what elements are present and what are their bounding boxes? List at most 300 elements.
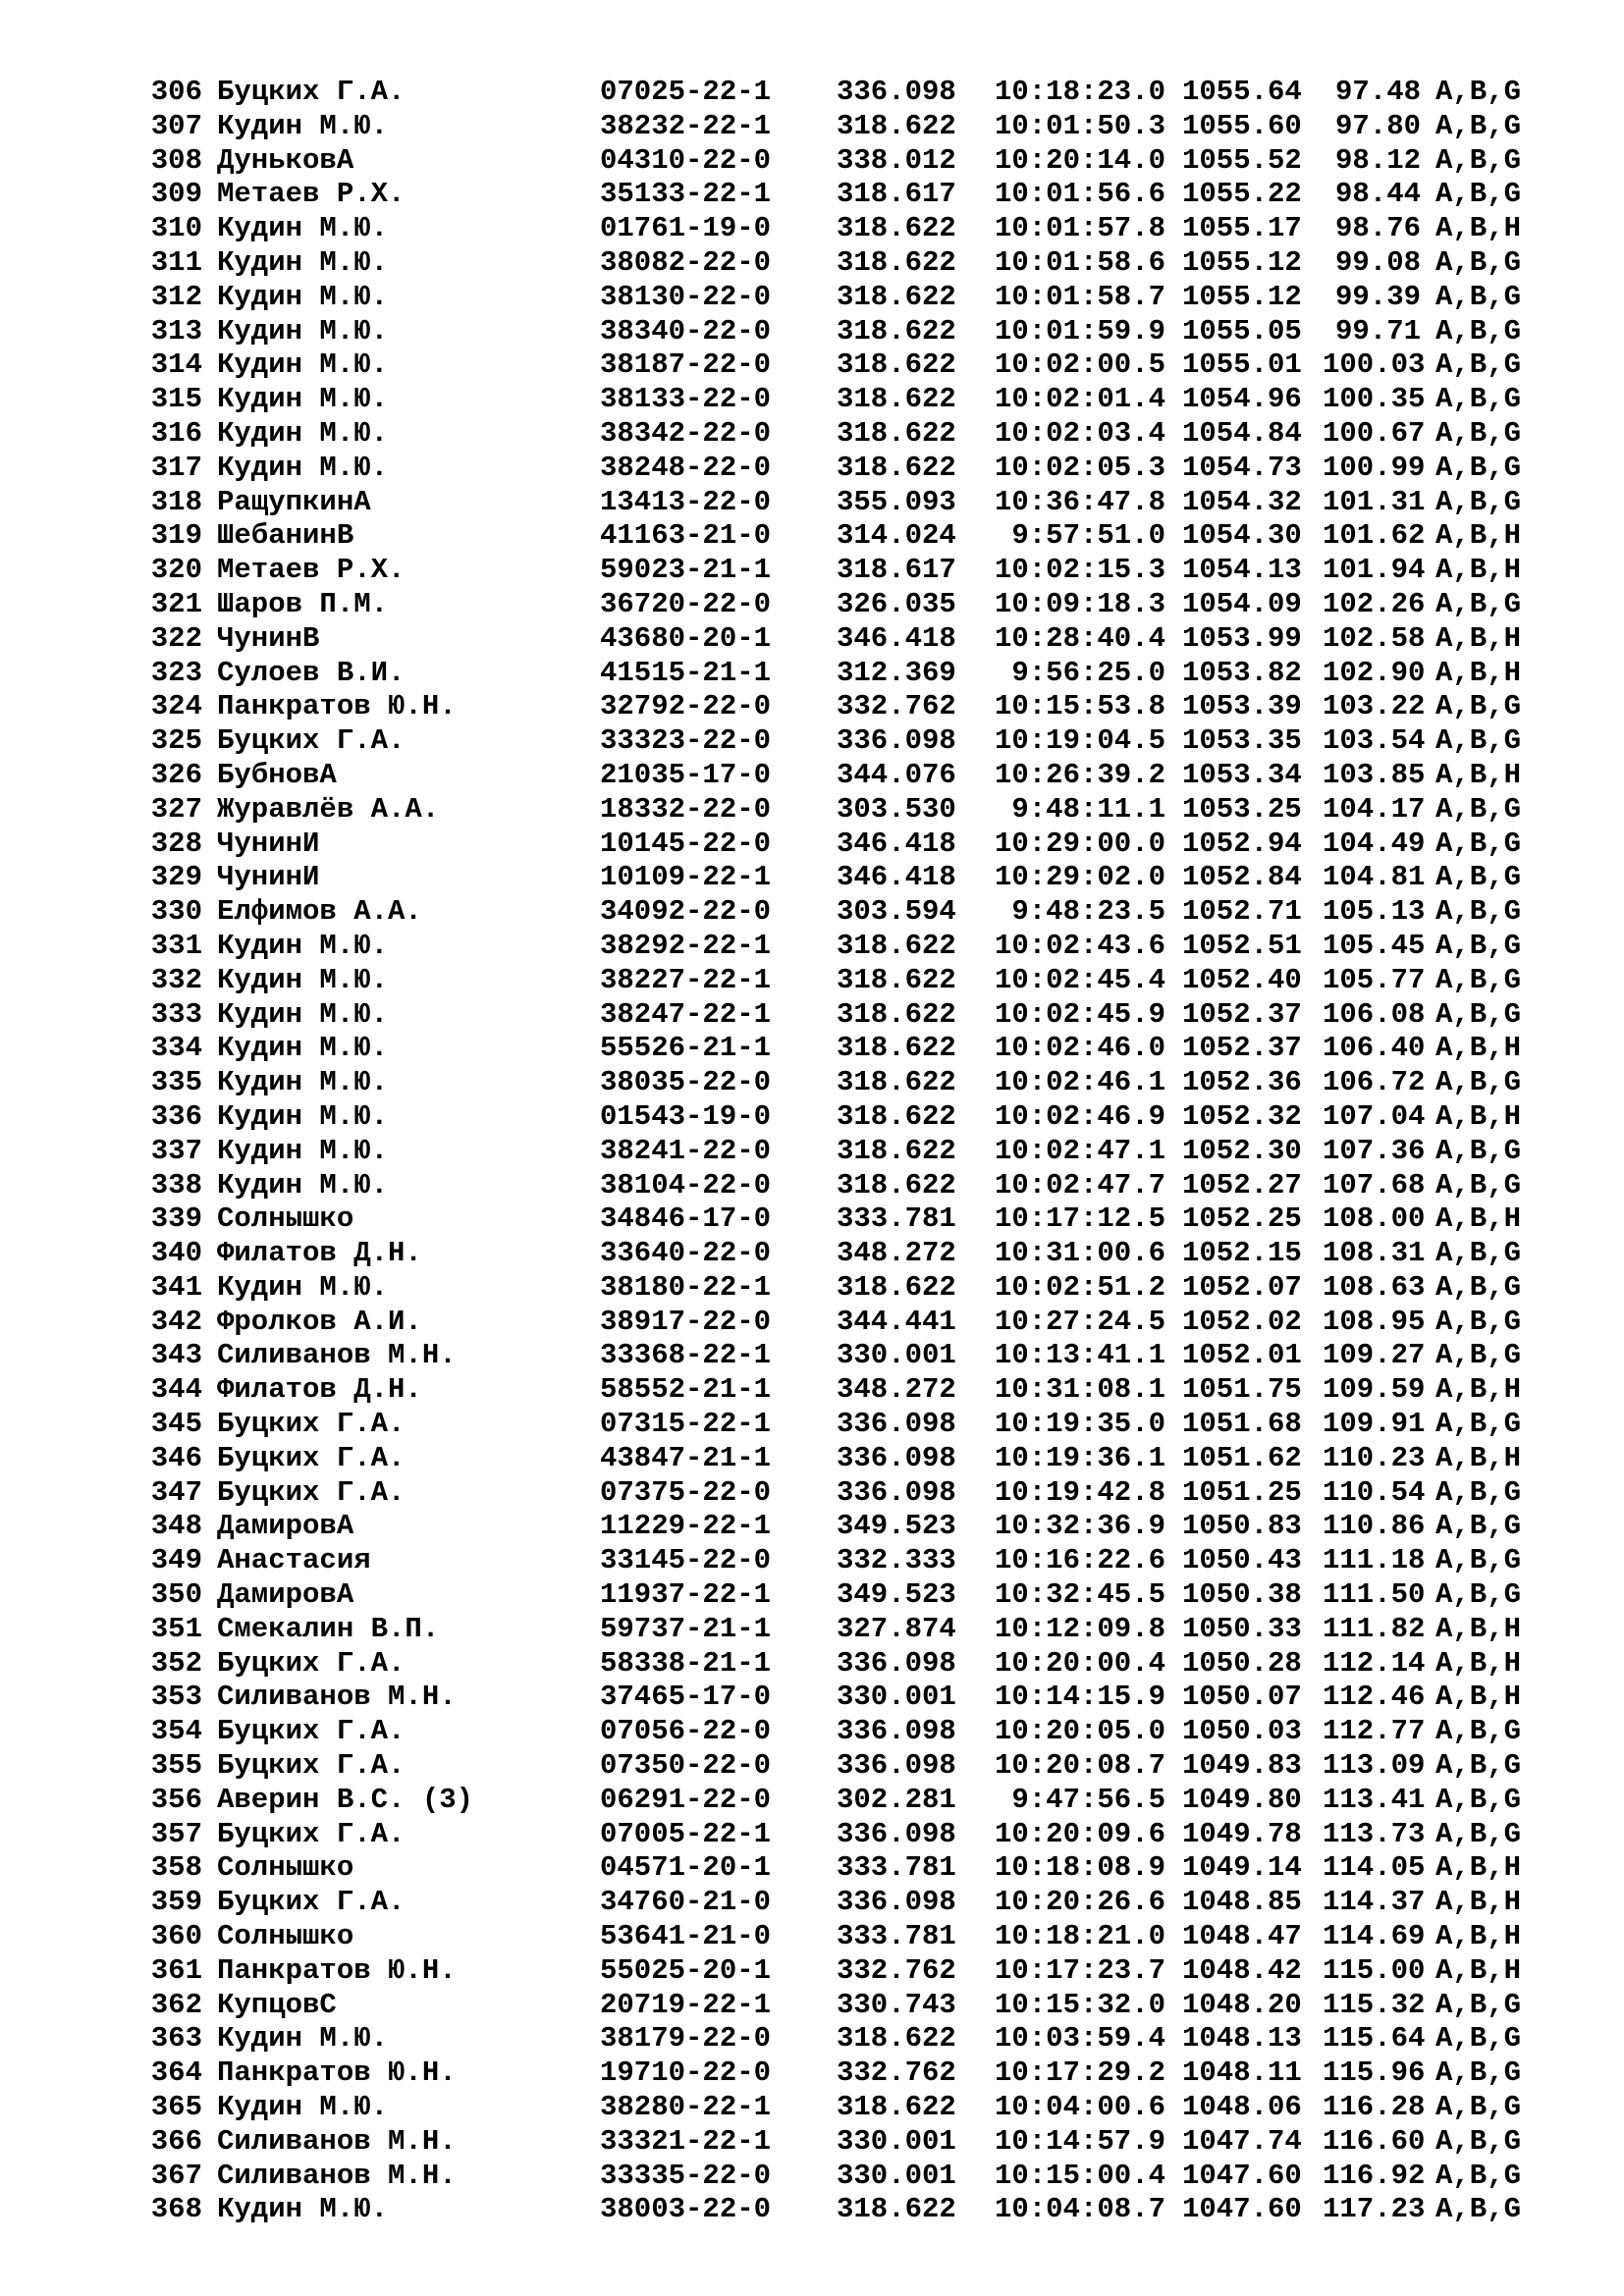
fancier-name: Кудин М.Ю. <box>217 383 389 416</box>
place-number: 332 <box>150 963 202 996</box>
fancier-name: Кудин М.Ю. <box>217 1066 389 1099</box>
ring-number: 33321-22-1 <box>600 2124 772 2158</box>
class-codes: A,B,G <box>1435 2159 1522 2192</box>
distance-value: 318.622 <box>837 1032 956 1065</box>
ring-number: 07350-22-0 <box>600 1749 772 1783</box>
points-value: 101.62 <box>1323 519 1426 553</box>
table-row <box>0 1100 1624 1135</box>
fancier-name: Смекалин В.П. <box>217 1612 440 1645</box>
ring-number: 55526-21-1 <box>600 1032 772 1065</box>
class-codes: A,B,G <box>1435 997 1522 1031</box>
class-codes: A,B,G <box>1435 827 1522 860</box>
place-number: 308 <box>150 143 202 177</box>
place-number: 354 <box>150 1715 202 1748</box>
fancier-name: БубновА <box>217 758 337 791</box>
place-number: 338 <box>150 1168 202 1201</box>
speed-value: 1051.62 <box>1182 1441 1302 1474</box>
place-number: 358 <box>150 1851 202 1885</box>
ring-number: 38035-22-0 <box>600 1066 772 1099</box>
class-codes: A,B,G <box>1435 314 1522 347</box>
ring-number: 13413-22-0 <box>600 485 772 518</box>
class-codes: A,B,H <box>1435 1373 1522 1407</box>
points-value: 108.63 <box>1323 1270 1426 1304</box>
distance-value: 333.781 <box>837 1851 956 1885</box>
table-row <box>0 2022 1624 2056</box>
arrival-time: 10:14:57.9 <box>994 2124 1165 2158</box>
place-number: 344 <box>150 1373 202 1407</box>
table-row <box>0 1578 1624 1613</box>
fancier-name: Кудин М.Ю. <box>217 1134 389 1167</box>
fancier-name: Буцких Г.А. <box>217 1749 406 1783</box>
speed-value: 1051.25 <box>1182 1475 1302 1509</box>
arrival-time: 10:13:41.1 <box>994 1339 1165 1372</box>
class-codes: A,B,H <box>1435 212 1522 245</box>
ring-number: 04310-22-0 <box>600 143 772 177</box>
distance-value: 336.098 <box>837 76 956 108</box>
place-number: 347 <box>150 1475 202 1509</box>
ring-number: 38292-22-1 <box>600 929 772 962</box>
table-row <box>0 1135 1624 1169</box>
place-number: 317 <box>150 451 202 484</box>
fancier-name: Кудин М.Ю. <box>217 109 389 142</box>
place-number: 348 <box>150 1510 202 1543</box>
arrival-time: 10:02:46.1 <box>994 1066 1165 1099</box>
ring-number: 58552-21-1 <box>600 1373 772 1407</box>
class-codes: A,B,G <box>1435 1066 1522 1099</box>
points-value: 106.40 <box>1323 1032 1426 1065</box>
distance-value: 318.622 <box>837 280 956 313</box>
table-row <box>0 1818 1624 1852</box>
place-number: 357 <box>150 1817 202 1850</box>
points-value: 98.76 <box>1334 212 1421 245</box>
place-number: 337 <box>150 1134 202 1167</box>
points-value: 111.82 <box>1323 1612 1426 1645</box>
arrival-time: 10:03:59.4 <box>994 2022 1165 2056</box>
place-number: 342 <box>150 1305 202 1338</box>
ring-number: 07025-22-1 <box>600 76 772 108</box>
speed-value: 1052.37 <box>1182 997 1302 1031</box>
arrival-time: 10:20:14.0 <box>994 143 1165 177</box>
distance-value: 344.076 <box>837 758 956 791</box>
distance-value: 330.743 <box>837 1988 956 2021</box>
points-value: 102.58 <box>1323 621 1426 655</box>
points-value: 110.54 <box>1323 1475 1426 1509</box>
place-number: 336 <box>150 1099 202 1133</box>
points-value: 114.05 <box>1323 1851 1426 1885</box>
table-row <box>0 212 1624 246</box>
points-value: 106.72 <box>1323 1066 1426 1099</box>
distance-value: 348.272 <box>837 1373 956 1407</box>
ring-number: 41515-21-1 <box>600 656 772 689</box>
arrival-time: 10:20:05.0 <box>994 1715 1165 1748</box>
class-codes: A,B,G <box>1435 1237 1522 1270</box>
class-codes: A,B,G <box>1435 1168 1522 1201</box>
distance-value: 330.001 <box>837 1339 956 1372</box>
class-codes: A,B,G <box>1435 76 1522 108</box>
fancier-name: ЧунинИ <box>217 861 320 894</box>
points-value: 109.27 <box>1323 1339 1426 1372</box>
distance-value: 332.762 <box>837 1953 956 1987</box>
class-codes: A,B,G <box>1435 2124 1522 2158</box>
distance-value: 327.874 <box>837 1612 956 1645</box>
distance-value: 336.098 <box>837 724 956 758</box>
place-number: 363 <box>150 2022 202 2056</box>
table-row <box>0 930 1624 964</box>
class-codes: A,B,G <box>1435 1817 1522 1850</box>
ring-number: 59023-21-1 <box>600 554 772 587</box>
class-codes: A,B,G <box>1435 1339 1522 1372</box>
fancier-name: Буцких Г.А. <box>217 1886 406 1919</box>
place-number: 325 <box>150 724 202 758</box>
table-row <box>0 1886 1624 1920</box>
ring-number: 58338-21-1 <box>600 1646 772 1680</box>
table-row <box>0 1476 1624 1511</box>
table-row <box>0 1989 1624 2023</box>
place-number: 356 <box>150 1783 202 1816</box>
fancier-name: Кудин М.Ю. <box>217 1099 389 1133</box>
class-codes: A,B,G <box>1435 1134 1522 1167</box>
arrival-time: 10:26:39.2 <box>994 758 1165 791</box>
points-value: 115.00 <box>1323 1953 1426 1987</box>
points-value: 108.95 <box>1323 1305 1426 1338</box>
arrival-time: 10:02:47.1 <box>994 1134 1165 1167</box>
speed-value: 1055.05 <box>1182 314 1302 347</box>
class-codes: A,B,H <box>1435 1032 1522 1065</box>
class-codes: A,B,G <box>1435 416 1522 450</box>
class-codes: A,B,G <box>1435 963 1522 996</box>
class-codes: A,B,G <box>1435 485 1522 518</box>
class-codes: A,B,G <box>1435 1408 1522 1441</box>
speed-value: 1053.35 <box>1182 724 1302 758</box>
arrival-time: 10:29:02.0 <box>994 861 1165 894</box>
table-row <box>0 1306 1624 1340</box>
fancier-name: Елфимов А.А. <box>217 895 422 929</box>
place-number: 307 <box>150 109 202 142</box>
fancier-name: Кудин М.Ю. <box>217 280 389 313</box>
ring-number: 10109-22-1 <box>600 861 772 894</box>
points-value: 113.73 <box>1323 1817 1426 1850</box>
table-row <box>0 1066 1624 1100</box>
ring-number: 38003-22-0 <box>600 2193 772 2226</box>
speed-value: 1055.17 <box>1182 212 1302 245</box>
table-row <box>0 1851 1624 1886</box>
speed-value: 1054.30 <box>1182 519 1302 553</box>
speed-value: 1052.02 <box>1182 1305 1302 1338</box>
points-value: 102.90 <box>1323 656 1426 689</box>
distance-value: 318.622 <box>837 1134 956 1167</box>
table-row <box>0 1237 1624 1271</box>
table-row <box>0 2091 1624 2125</box>
speed-value: 1055.12 <box>1182 245 1302 279</box>
place-number: 367 <box>150 2159 202 2192</box>
place-number: 360 <box>150 1920 202 1953</box>
table-row <box>0 2193 1624 2227</box>
ring-number: 38248-22-0 <box>600 451 772 484</box>
points-value: 105.13 <box>1323 895 1426 929</box>
fancier-name: Солнышко <box>217 1920 354 1953</box>
arrival-time: 10:27:24.5 <box>994 1305 1165 1338</box>
ring-number: 41163-21-0 <box>600 519 772 553</box>
distance-value: 318.622 <box>837 314 956 347</box>
distance-value: 346.418 <box>837 827 956 860</box>
table-row <box>0 1749 1624 1784</box>
ring-number: 33640-22-0 <box>600 1237 772 1270</box>
speed-value: 1053.82 <box>1182 656 1302 689</box>
class-codes: A,B,G <box>1435 1510 1522 1543</box>
arrival-time: 10:02:45.9 <box>994 997 1165 1031</box>
arrival-time: 10:17:12.5 <box>994 1202 1165 1236</box>
distance-value: 302.281 <box>837 1783 956 1816</box>
class-codes: A,B,G <box>1435 2022 1522 2056</box>
points-value: 116.28 <box>1323 2091 1426 2124</box>
speed-value: 1053.99 <box>1182 621 1302 655</box>
points-value: 104.17 <box>1323 792 1426 826</box>
points-value: 102.26 <box>1323 587 1426 620</box>
arrival-time: 10:02:45.4 <box>994 963 1165 996</box>
ring-number: 38187-22-0 <box>600 348 772 382</box>
speed-value: 1048.42 <box>1182 1953 1302 1987</box>
place-number: 350 <box>150 1578 202 1612</box>
points-value: 104.49 <box>1323 827 1426 860</box>
place-number: 321 <box>150 587 202 620</box>
arrival-time: 10:09:18.3 <box>994 587 1165 620</box>
distance-value: 318.622 <box>837 109 956 142</box>
table-row <box>0 1920 1624 1954</box>
table-row <box>0 690 1624 724</box>
fancier-name: Метаев Р.Х. <box>217 178 406 211</box>
points-value: 108.00 <box>1323 1202 1426 1236</box>
table-row <box>0 793 1624 828</box>
fancier-name: ДамировА <box>217 1578 354 1612</box>
fancier-name: Панкратов Ю.Н. <box>217 2056 457 2090</box>
arrival-time: 10:15:00.4 <box>994 2159 1165 2192</box>
distance-value: 318.617 <box>837 554 956 587</box>
fancier-name: ЧунинВ <box>217 621 320 655</box>
place-number: 331 <box>150 929 202 962</box>
arrival-time: 10:02:51.2 <box>994 1270 1165 1304</box>
fancier-name: Кудин М.Ю. <box>217 2193 389 2226</box>
arrival-time: 10:01:59.9 <box>994 314 1165 347</box>
fancier-name: Кудин М.Ю. <box>217 348 389 382</box>
place-number: 318 <box>150 485 202 518</box>
speed-value: 1052.27 <box>1182 1168 1302 1201</box>
ring-number: 59737-21-1 <box>600 1612 772 1645</box>
fancier-name: Панкратов Ю.Н. <box>217 1953 457 1987</box>
arrival-time: 10:19:04.5 <box>994 724 1165 758</box>
distance-value: 318.622 <box>837 383 956 416</box>
class-codes: A,B,G <box>1435 587 1522 620</box>
distance-value: 318.617 <box>837 178 956 211</box>
class-codes: A,B,G <box>1435 1475 1522 1509</box>
points-value: 97.80 <box>1334 109 1421 142</box>
place-number: 310 <box>150 212 202 245</box>
speed-value: 1054.32 <box>1182 485 1302 518</box>
arrival-time: 10:19:42.8 <box>994 1475 1165 1509</box>
distance-value: 318.622 <box>837 2193 956 2226</box>
class-codes: A,B,G <box>1435 1270 1522 1304</box>
table-row <box>0 1510 1624 1544</box>
speed-value: 1052.37 <box>1182 1032 1302 1065</box>
table-row <box>0 588 1624 622</box>
ring-number: 38247-22-1 <box>600 997 772 1031</box>
arrival-time: 10:18:23.0 <box>994 76 1165 108</box>
class-codes: A,B,G <box>1435 929 1522 962</box>
distance-value: 349.523 <box>837 1510 956 1543</box>
class-codes: A,B,G <box>1435 451 1522 484</box>
points-value: 97.48 <box>1334 76 1421 108</box>
speed-value: 1047.60 <box>1182 2193 1302 2226</box>
table-row <box>0 2160 1624 2194</box>
speed-value: 1050.07 <box>1182 1681 1302 1714</box>
fancier-name: Буцких Г.А. <box>217 1817 406 1850</box>
table-row <box>0 110 1624 144</box>
table-row <box>0 622 1624 657</box>
fancier-name: Силиванов М.Н. <box>217 2159 457 2192</box>
table-row <box>0 998 1624 1033</box>
table-row <box>0 1544 1624 1578</box>
arrival-time: 10:29:00.0 <box>994 827 1165 860</box>
speed-value: 1051.68 <box>1182 1408 1302 1441</box>
arrival-time: 10:02:46.0 <box>994 1032 1165 1065</box>
ring-number: 19710-22-0 <box>600 2056 772 2090</box>
place-number: 329 <box>150 861 202 894</box>
fancier-name: Кудин М.Ю. <box>217 997 389 1031</box>
distance-value: 312.369 <box>837 656 956 689</box>
class-codes: A,B,G <box>1435 1749 1522 1783</box>
points-value: 98.44 <box>1334 178 1421 211</box>
distance-value: 338.012 <box>837 143 956 177</box>
class-codes: A,B,G <box>1435 1988 1522 2021</box>
points-value: 109.59 <box>1323 1373 1426 1407</box>
speed-value: 1052.94 <box>1182 827 1302 860</box>
arrival-time: 10:15:32.0 <box>994 1988 1165 2021</box>
points-value: 103.85 <box>1323 758 1426 791</box>
arrival-time: 10:01:50.3 <box>994 109 1165 142</box>
distance-value: 303.594 <box>837 895 956 929</box>
speed-value: 1052.36 <box>1182 1066 1302 1099</box>
arrival-time: 10:02:43.6 <box>994 929 1165 962</box>
arrival-time: 10:02:15.3 <box>994 554 1165 587</box>
ring-number: 33368-22-1 <box>600 1339 772 1372</box>
arrival-time: 9:48:23.5 <box>1011 895 1165 929</box>
distance-value: 348.272 <box>837 1237 956 1270</box>
table-row <box>0 657 1624 691</box>
ring-number: 11937-22-1 <box>600 1578 772 1612</box>
distance-value: 303.530 <box>837 792 956 826</box>
fancier-name: Журавлёв А.А. <box>217 792 440 826</box>
table-row <box>0 452 1624 486</box>
fancier-name: Кудин М.Ю. <box>217 1270 389 1304</box>
ring-number: 07375-22-0 <box>600 1475 772 1509</box>
fancier-name: Буцких Г.А. <box>217 1475 406 1509</box>
fancier-name: Кудин М.Ю. <box>217 1032 389 1065</box>
speed-value: 1052.71 <box>1182 895 1302 929</box>
class-codes: A,B,G <box>1435 1578 1522 1612</box>
table-row <box>0 519 1624 554</box>
class-codes: A,B,G <box>1435 792 1522 826</box>
points-value: 99.08 <box>1334 245 1421 279</box>
fancier-name: Филатов Д.Н. <box>217 1373 422 1407</box>
place-number: 315 <box>150 383 202 416</box>
fancier-name: Кудин М.Ю. <box>217 314 389 347</box>
arrival-time: 10:17:23.7 <box>994 1953 1165 1987</box>
fancier-name: Кудин М.Ю. <box>217 451 389 484</box>
arrival-time: 10:31:08.1 <box>994 1373 1165 1407</box>
ring-number: 07056-22-0 <box>600 1715 772 1748</box>
speed-value: 1048.13 <box>1182 2022 1302 2056</box>
table-row <box>0 2056 1624 2091</box>
place-number: 313 <box>150 314 202 347</box>
class-codes: A,B,H <box>1435 1920 1522 1953</box>
ring-number: 32792-22-0 <box>600 690 772 723</box>
place-number: 328 <box>150 827 202 860</box>
table-row <box>0 178 1624 212</box>
speed-value: 1048.85 <box>1182 1886 1302 1919</box>
speed-value: 1054.84 <box>1182 416 1302 450</box>
table-row <box>0 828 1624 862</box>
class-codes: A,B,G <box>1435 1544 1522 1577</box>
fancier-name: Кудин М.Ю. <box>217 2091 389 2124</box>
fancier-name: Солнышко <box>217 1851 354 1885</box>
speed-value: 1052.30 <box>1182 1134 1302 1167</box>
distance-value: 318.622 <box>837 451 956 484</box>
speed-value: 1054.09 <box>1182 587 1302 620</box>
speed-value: 1054.73 <box>1182 451 1302 484</box>
points-value: 114.69 <box>1323 1920 1426 1953</box>
place-number: 322 <box>150 621 202 655</box>
table-row <box>0 1373 1624 1408</box>
place-number: 362 <box>150 1988 202 2021</box>
points-value: 117.23 <box>1323 2193 1426 2226</box>
speed-value: 1053.34 <box>1182 758 1302 791</box>
arrival-time: 10:01:56.6 <box>994 178 1165 211</box>
ring-number: 38241-22-0 <box>600 1134 772 1167</box>
arrival-time: 10:04:00.6 <box>994 2091 1165 2124</box>
speed-value: 1055.12 <box>1182 280 1302 313</box>
distance-value: 332.333 <box>837 1544 956 1577</box>
table-row <box>0 1647 1624 1682</box>
distance-value: 336.098 <box>837 1886 956 1919</box>
place-number: 349 <box>150 1544 202 1577</box>
ring-number: 38179-22-0 <box>600 2022 772 2056</box>
fancier-name: Кудин М.Ю. <box>217 1168 389 1201</box>
speed-value: 1049.83 <box>1182 1749 1302 1783</box>
table-row <box>0 1613 1624 1647</box>
ring-number: 38180-22-1 <box>600 1270 772 1304</box>
class-codes: A,B,H <box>1435 1099 1522 1133</box>
place-number: 330 <box>150 895 202 929</box>
fancier-name: Солнышко <box>217 1202 354 1236</box>
distance-value: 336.098 <box>837 1646 956 1680</box>
distance-value: 318.622 <box>837 1168 956 1201</box>
arrival-time: 10:20:26.6 <box>994 1886 1165 1919</box>
class-codes: A,B,G <box>1435 1783 1522 1816</box>
class-codes: A,B,H <box>1435 1441 1522 1474</box>
fancier-name: ДуньковА <box>217 143 354 177</box>
speed-value: 1052.32 <box>1182 1099 1302 1133</box>
table-row <box>0 861 1624 895</box>
table-row <box>0 1442 1624 1476</box>
arrival-time: 10:20:09.6 <box>994 1817 1165 1850</box>
place-number: 333 <box>150 997 202 1031</box>
fancier-name: Фролков А.И. <box>217 1305 422 1338</box>
points-value: 105.77 <box>1323 963 1426 996</box>
ring-number: 01761-19-0 <box>600 212 772 245</box>
arrival-time: 10:20:08.7 <box>994 1749 1165 1783</box>
speed-value: 1052.01 <box>1182 1339 1302 1372</box>
distance-value: 336.098 <box>837 1715 956 1748</box>
speed-value: 1052.51 <box>1182 929 1302 962</box>
